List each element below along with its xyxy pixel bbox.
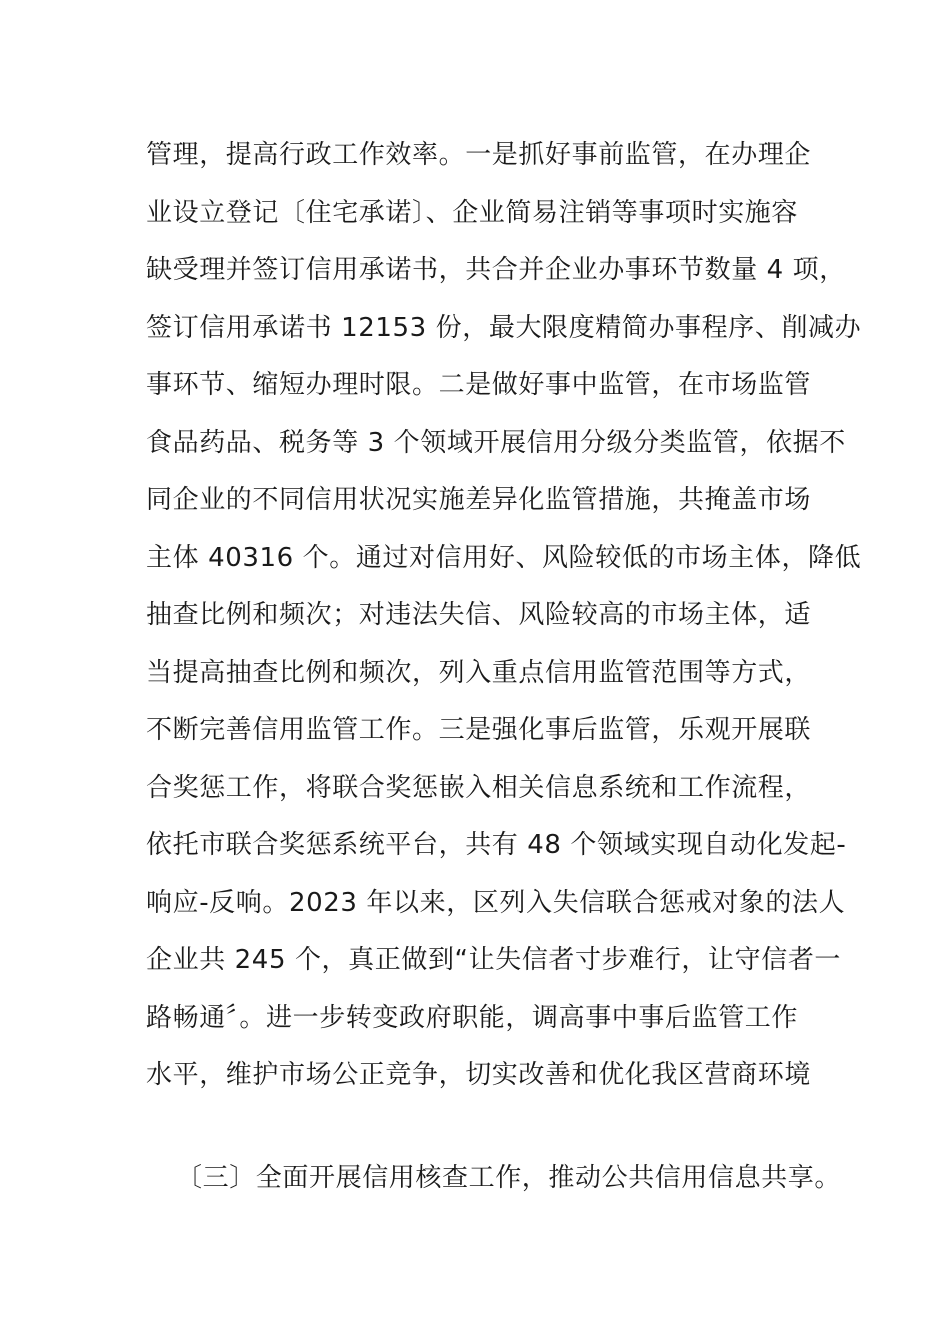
- paragraph-line: 不断完善信用监管工作。三是强化事后监管，乐观开展联: [146, 715, 812, 745]
- paragraph-line: 企业共 245 个，真正做到“让失信者寸步难行，让守信者一: [146, 945, 842, 975]
- paragraph-line: 抽查比例和频次；对违法失信、风险较高的市场主体，适: [146, 600, 812, 630]
- paragraph-line: 食品药品、税务等 3 个领域开展信用分级分类监管，依据不: [146, 427, 846, 458]
- paragraph-line: 管理，提高行政工作效率。一是抓好事前监管，在办理企: [146, 140, 812, 170]
- paragraph-line: 合奖惩工作，将联合奖惩嵌入相关信息系统和工作流程，: [146, 772, 812, 803]
- body-paragraph: [146, 130, 862, 1108]
- paragraph-line: 当提高抽查比例和频次，列入重点信用监管范围等方式，: [146, 657, 812, 688]
- paragraph-line: 响应-反响。2023 年以来，区列入失信联合惩戒对象的法人: [146, 887, 846, 918]
- paragraph-line: 主体 40316 个。通过对信用好、风险较低的市场主体，降低: [146, 542, 862, 573]
- paragraph-line: 签订信用承诺书 12153 份，最大限度精简办事程序、削减办: [146, 312, 862, 343]
- paragraph-line: 缺受理并签订信用承诺书，共合并企业办事环节数量 4 项，: [146, 255, 846, 285]
- paragraph-line: 水平，维护市场公正竞争，切实改善和优化我区营商环境: [146, 1060, 812, 1090]
- paragraph-line: 同企业的不同信用状况实施差异化监管措施，共掩盖市场: [146, 485, 812, 515]
- section-heading: 〔三〕全面开展信用核查工作，推动公共信用信息共享。: [176, 1163, 842, 1193]
- paragraph-line: 依托市联合奖惩系统平台，共有 48 个领域实现自动化发起-: [146, 830, 847, 860]
- paragraph-line: 路畅通〞。进一步转变政府职能，调高事中事后监管工作: [146, 1002, 799, 1033]
- paragraph-line: 业设立登记〔住宅承诺〕、企业简易注销等事项时实施容: [146, 197, 799, 228]
- paragraph-line: 事环节、缩短办理时限。二是做好事中监管，在市场监管: [146, 370, 812, 400]
